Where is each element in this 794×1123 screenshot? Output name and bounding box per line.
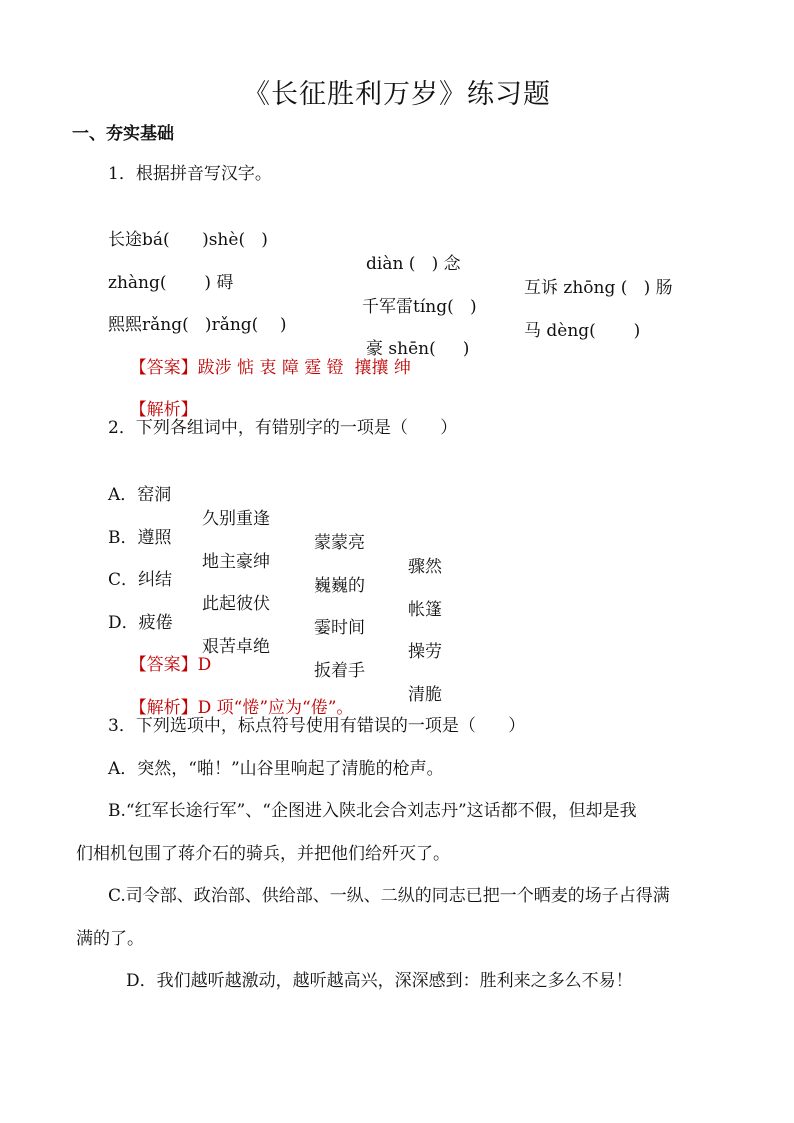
option-word: 久别重逢 — [202, 509, 270, 529]
option-word: 操劳 — [408, 642, 442, 662]
option-word: 此起彼伏 — [202, 594, 270, 614]
question-3-option-b-cont: 们相机包围了蒋介石的骑兵，并把他们给歼灭了。 — [76, 844, 450, 864]
option-word: 帐篷 — [408, 600, 442, 620]
answer-text: 跋涉 惦 衷 障 霆 镫 攘攘 绅 — [197, 358, 411, 378]
option-word: 艰苦卓绝 — [202, 637, 270, 657]
question-3-option-a: A．突然，“啪！”山谷里响起了清脆的枪声。 — [108, 759, 444, 779]
answer-tag: 【答案】 — [129, 655, 198, 675]
option-word: C．纠结 — [108, 570, 173, 590]
option-word: 清脆 — [408, 685, 442, 705]
pinyin-item: 熙熙rǎng( )rǎng( ) — [108, 315, 287, 335]
pinyin-item: 马 dèng( ) — [524, 321, 641, 341]
option-word: B．遵照 — [108, 528, 172, 548]
explanation-tag: 【解析】 — [129, 400, 198, 420]
option-word: 扳着手 — [314, 661, 365, 681]
option-word: 蒙蒙亮 — [314, 533, 365, 553]
option-word: A．窑洞 — [108, 485, 172, 505]
option-word: 霎时间 — [314, 618, 365, 638]
section-heading: 一、夯实基础 — [72, 124, 174, 144]
option-word: 地主豪绅 — [202, 552, 270, 572]
explanation-text: D 项“惓”应为“倦”。 — [197, 698, 354, 718]
question-3-option-d: D．我们越听越激动，越听越高兴，深深感到：胜利来之多么不易！ — [126, 971, 633, 991]
answer-tag: 【答案】 — [129, 358, 198, 378]
pinyin-item: zhàng( ) 碍 — [108, 273, 234, 293]
question-3-option-c-cont: 满的了。 — [76, 929, 144, 949]
explanation-tag: 【解析】 — [129, 698, 198, 718]
question-3-option-c: C.司令部、政治部、供给部、一纵、二纵的同志已把一个晒麦的场子占得满 — [108, 886, 670, 906]
question-3-stem: 3．下列选项中，标点符号使用有错误的一项是（ ） — [108, 716, 526, 736]
question-1-stem: 1．根据拼音写汉字。 — [108, 164, 272, 184]
pinyin-item: 长途bá( )shè( ) — [108, 230, 268, 250]
question-3-option-b: B.“红军长途行军”、“企图进入陕北会合刘志丹”这话都不假，但却是我 — [108, 801, 637, 821]
option-word: 巍巍的 — [314, 576, 365, 596]
pinyin-item: 千军雷tíng( ) — [362, 297, 477, 317]
question-2-stem: 2．下列各组词中，有错别字的一项是（ ） — [108, 418, 458, 438]
pinyin-item: diàn ( ) 念 — [366, 254, 461, 274]
option-word: D．疲倦 — [108, 613, 173, 633]
answer-text: D — [197, 655, 212, 675]
pinyin-item: 豪 shēn( ) — [366, 339, 470, 359]
page-title: 《长征胜利万岁》练习题 — [243, 79, 551, 110]
pinyin-item: 互诉 zhōng ( ) 肠 — [524, 278, 673, 298]
option-word: 骤然 — [408, 557, 442, 577]
